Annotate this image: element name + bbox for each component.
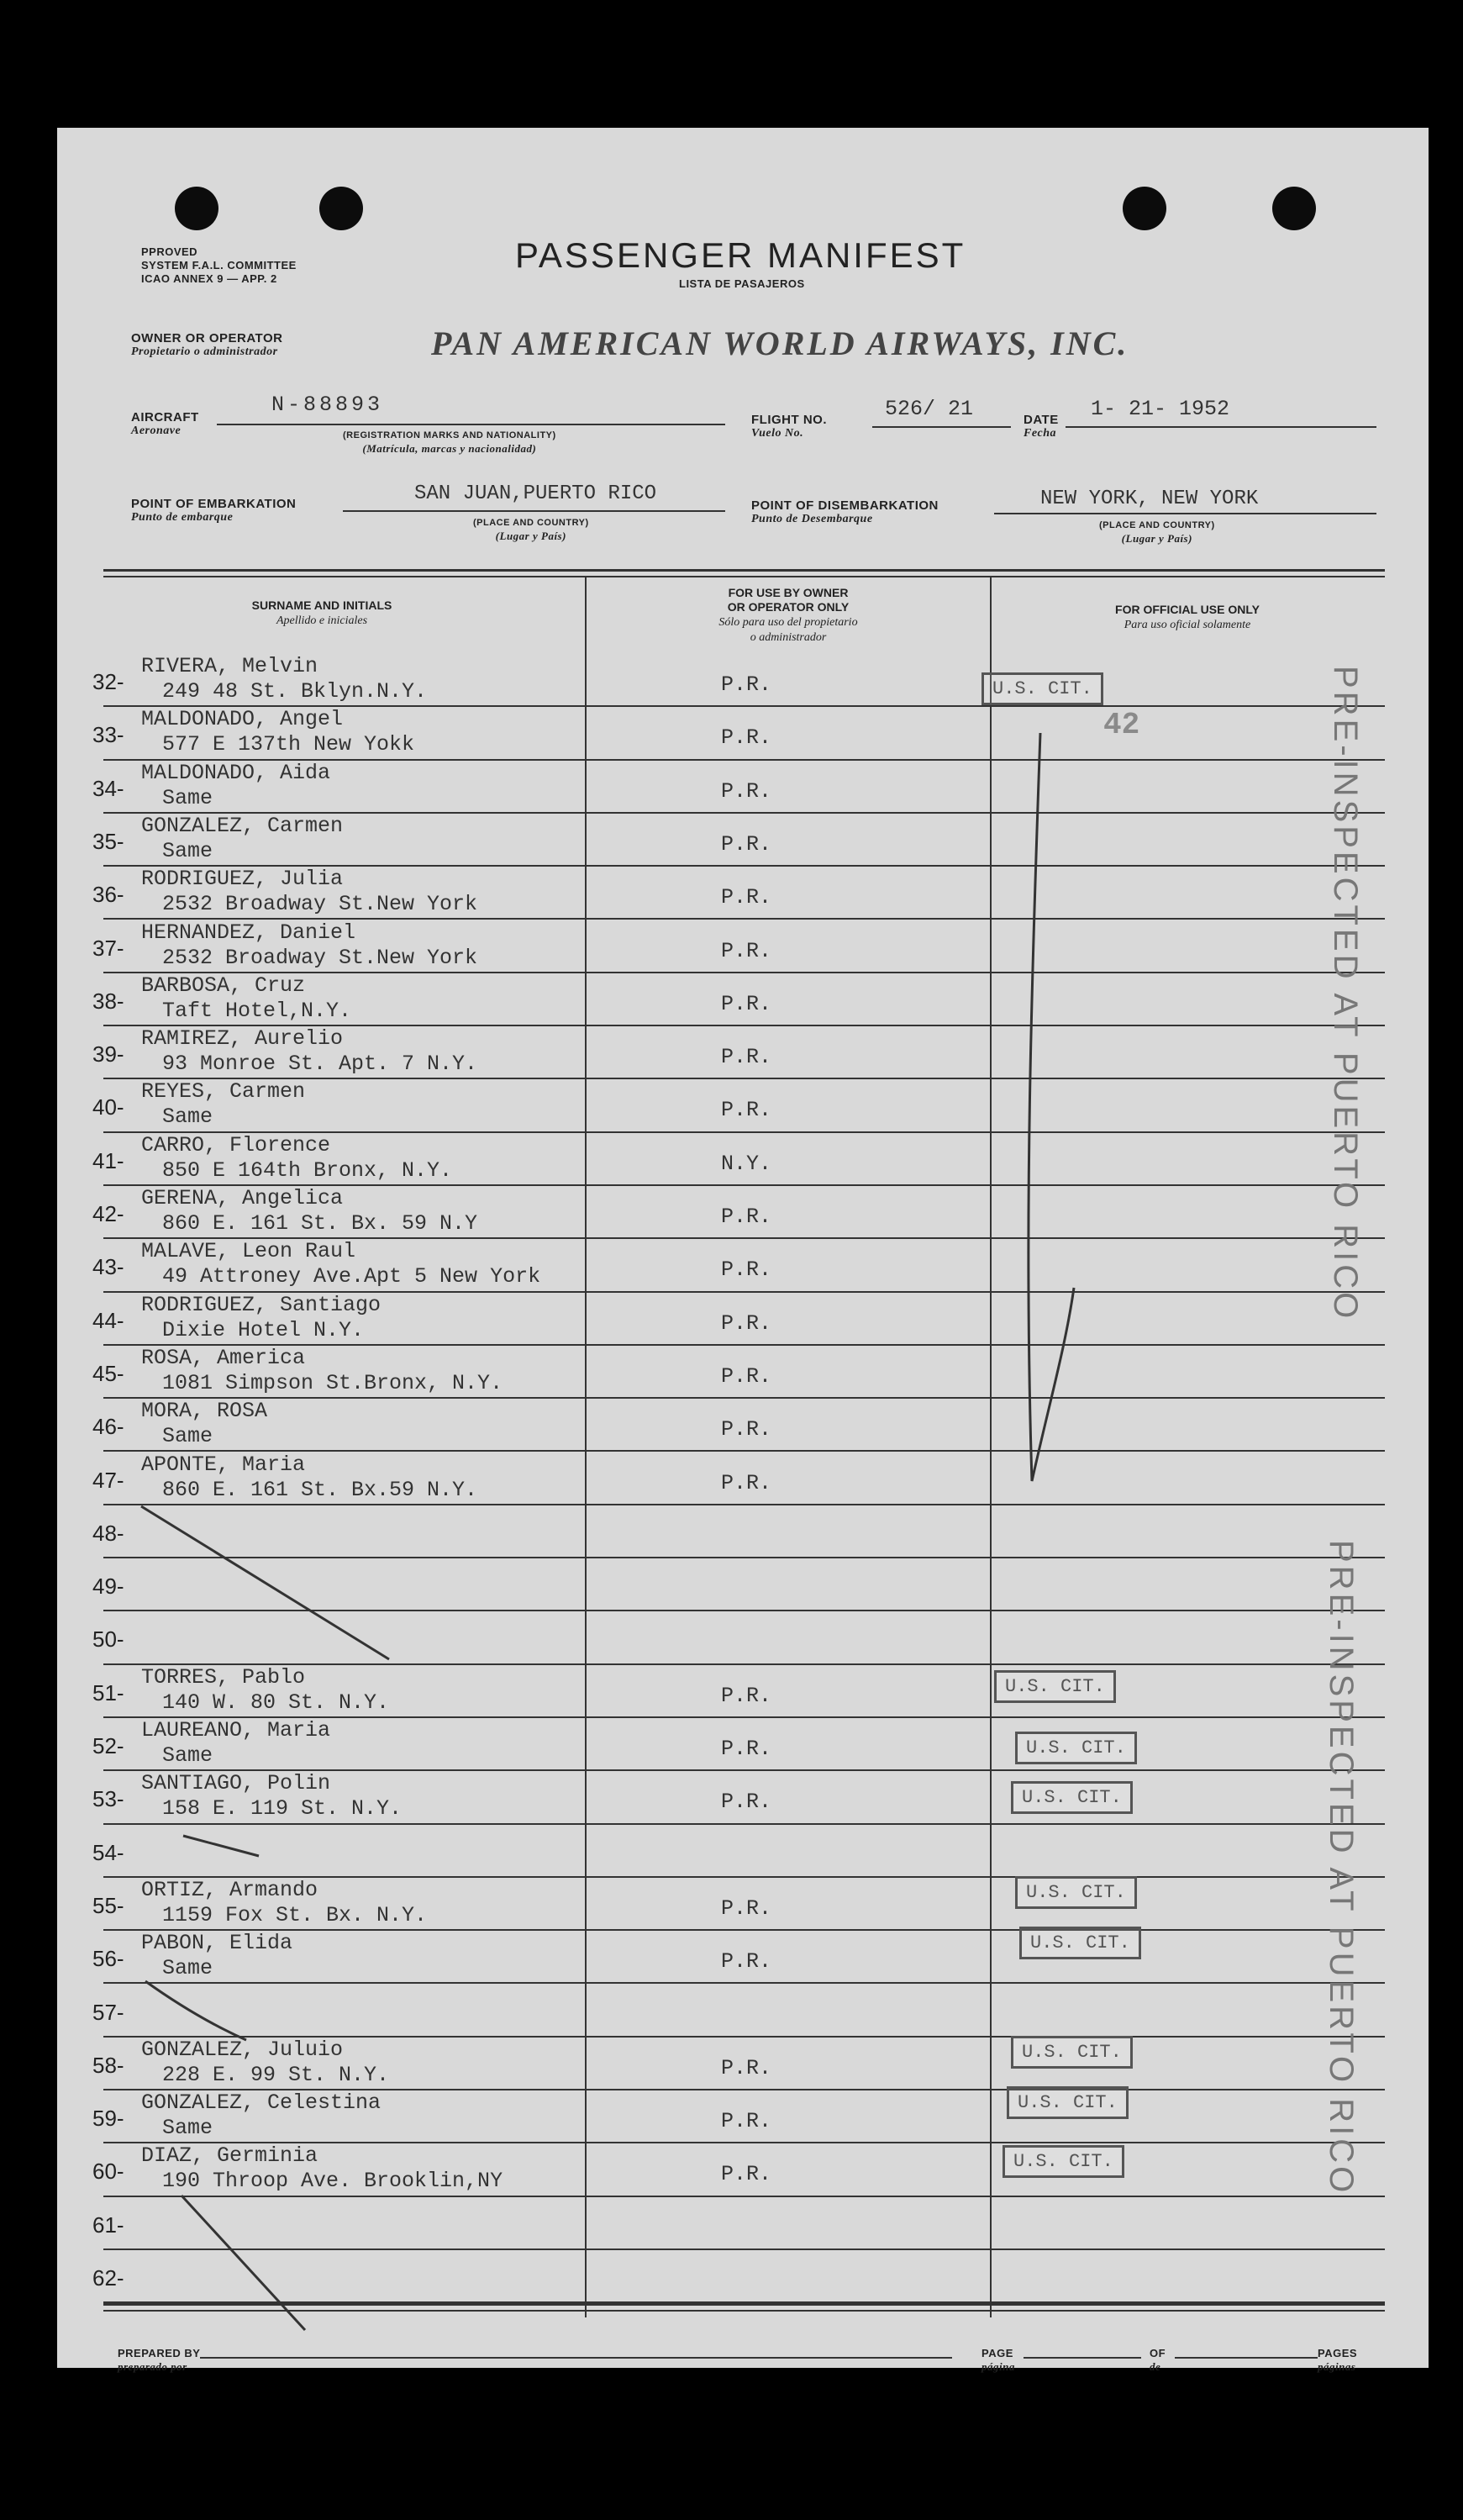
disembark-note-en: (PLACE AND COUNTRY) <box>1099 520 1215 530</box>
passenger-address: 2532 Broadway St.New York <box>162 945 478 970</box>
operator-code: P.R. <box>721 1895 772 1921</box>
col1-title: SURNAME AND INITIALS <box>251 598 392 612</box>
row-number: 38- <box>92 988 124 1014</box>
row-number: 35- <box>92 828 124 854</box>
passenger-address: 1081 Simpson St.Bronx, N.Y. <box>162 1370 503 1395</box>
preinspected-stamp: PRE-INSPECTED AT PUERTO RICO <box>1323 1540 1360 2196</box>
operator-code: P.R. <box>721 1098 772 1123</box>
disembark-label-en: POINT OF DISEMBARKATION <box>751 498 939 513</box>
page-es: página <box>981 2360 1015 2373</box>
passenger-name: PABON, Elida <box>141 1931 293 1956</box>
operator-code: P.R. <box>721 725 772 751</box>
us-cit-stamp: U.S. CIT. <box>1011 2036 1133 2069</box>
passenger-name: SANTIAGO, Polin <box>141 1771 331 1796</box>
passenger-name: HERNANDEZ, Daniel <box>141 920 356 945</box>
passenger-name: LAUREANO, Maria <box>141 1718 331 1742</box>
passenger-name: RAMIREZ, Aurelio <box>141 1026 344 1052</box>
strike-line <box>183 1836 259 1856</box>
page-line <box>1024 2357 1141 2359</box>
prepared-by-es: preparado por <box>118 2360 187 2373</box>
row-number: 55- <box>92 1892 124 1918</box>
passenger-address: 850 E 164th Bronx, N.Y. <box>162 1157 453 1183</box>
us-cit-stamp: U.S. CIT. <box>1011 1781 1133 1814</box>
pen-marks <box>57 128 1429 2368</box>
passenger-name: ROSA, America <box>141 1345 306 1370</box>
operator-code: P.R. <box>721 1205 772 1229</box>
prepared-by-line <box>200 2357 952 2359</box>
date-label-en: DATE <box>1024 413 1059 427</box>
page-subtitle: LISTA DE PASAJEROS <box>679 277 805 290</box>
passenger-address: Taft Hotel,N.Y. <box>162 998 352 1023</box>
strike-line <box>141 1506 389 1659</box>
passenger-address: 860 E. 161 St. Bx. 59 N.Y <box>162 1211 478 1236</box>
passenger-address: Same <box>162 2116 213 2141</box>
passenger-address: Same <box>162 1956 213 1981</box>
col3-title-es: Para uso oficial solamente <box>1124 619 1251 631</box>
passenger-name: GERENA, Angelica <box>141 1186 344 1210</box>
col3-title: FOR OFFICIAL USE ONLY <box>1115 603 1260 616</box>
operator-code: P.R. <box>721 1949 772 1974</box>
row-number: 60- <box>92 2159 124 2185</box>
row-number: 37- <box>92 935 124 961</box>
operator-code: P.R. <box>721 2162 772 2187</box>
operator-code: P.R. <box>721 778 772 804</box>
passenger-address: 860 E. 161 St. Bx.59 N.Y. <box>162 1477 478 1502</box>
passenger-name: ORTIZ, Armando <box>141 1877 318 1902</box>
operator-code: P.R. <box>721 2109 772 2134</box>
row-number: 62- <box>92 2265 124 2291</box>
passenger-address: 140 W. 80 St. N.Y. <box>162 1690 390 1715</box>
row-number: 34- <box>92 775 124 801</box>
page-en: PAGE <box>981 2347 1013 2359</box>
aircraft-note-es: (Matrícula, marcas y nacionalidad) <box>362 442 537 455</box>
pages-label <box>1318 2347 1357 2374</box>
us-cit-stamp: U.S. CIT. <box>994 1670 1116 1703</box>
row-number: 52- <box>92 1733 124 1758</box>
approval-line: SYSTEM F.A.L. COMMITTEE <box>141 259 297 272</box>
approval-line: ICAO ANNEX 9 — APP. 2 <box>141 272 277 285</box>
passenger-address: 158 E. 119 St. N.Y. <box>162 1796 403 1821</box>
passenger-name: RODRIGUEZ, Julia <box>141 867 344 892</box>
passenger-address: 2532 Broadway St.New York <box>162 892 478 917</box>
us-cit-stamp: U.S. CIT. <box>1015 1732 1137 1764</box>
aircraft-label-es: Aeronave <box>131 424 182 437</box>
row-number: 43- <box>92 1254 124 1280</box>
embark-label-en: POINT OF EMBARKATION <box>131 497 297 511</box>
embark-note-es: (Lugar y País) <box>495 530 566 542</box>
passenger-name: TORRES, Pablo <box>141 1664 306 1690</box>
row-number: 44- <box>92 1307 124 1333</box>
check-mark <box>1029 733 1074 1481</box>
col2-title-es: o administrador <box>750 631 827 644</box>
embark-note-en: (PLACE AND COUNTRY) <box>473 518 589 528</box>
passenger-address: 1159 Fox St. Bx. N.Y. <box>162 1902 428 1927</box>
owner-value: PAN AMERICAN WORLD AIRWAYS, INC. <box>431 324 1129 362</box>
operator-code: P.R. <box>721 1737 772 1761</box>
row-number: 59- <box>92 2106 124 2132</box>
passenger-name: MALDONADO, Aida <box>141 760 331 785</box>
embark-label-es: Punto de embarque <box>131 511 234 524</box>
of-es: de <box>1150 2360 1161 2373</box>
disembark-value: NEW YORK, NEW YORK <box>1040 488 1259 510</box>
operator-code: P.R. <box>721 1683 772 1708</box>
operator-code: P.R. <box>721 885 772 910</box>
aircraft-note-en: (REGISTRATION MARKS AND NATIONALITY) <box>343 430 556 440</box>
count-stamp: 42 <box>1103 708 1140 742</box>
row-number: 42- <box>92 1201 124 1226</box>
date-value: 1- 21- 1952 <box>1091 397 1230 421</box>
row-number: 54- <box>92 1839 124 1865</box>
us-cit-stamp: U.S. CIT. <box>1003 2145 1124 2178</box>
operator-code: P.R. <box>721 1045 772 1070</box>
passenger-name: DIAZ, Germinia <box>141 2143 318 2169</box>
row-number: 51- <box>92 1679 124 1705</box>
row-number: 50- <box>92 1626 124 1653</box>
passenger-address: 577 E 137th New Yokk <box>162 732 415 757</box>
passenger-name: MALAVE, Leon Raul <box>141 1239 356 1264</box>
date-label-es: Fecha <box>1024 427 1057 440</box>
operator-code: P.R. <box>721 1310 772 1336</box>
row-number: 48- <box>92 1520 124 1546</box>
operator-code: P.R. <box>721 1417 772 1442</box>
passenger-name: MORA, ROSA <box>141 1399 268 1424</box>
row-number: 47- <box>92 1467 124 1493</box>
passenger-address: Same <box>162 1743 213 1768</box>
passenger-name: CARRO, Florence <box>141 1132 331 1157</box>
flight-label-es: Vuelo No. <box>751 427 804 440</box>
us-cit-stamp: U.S. CIT. <box>1019 1927 1141 1959</box>
prepared-by-en: PREPARED BY <box>118 2347 201 2359</box>
passenger-address: 190 Throop Ave. Brooklin,NY <box>162 2169 503 2194</box>
us-cit-stamp: U.S. CIT. <box>1015 1876 1137 1909</box>
row-number: 36- <box>92 882 124 908</box>
passenger-address: Dixie Hotel N.Y. <box>162 1317 365 1342</box>
passenger-name: BARBOSA, Cruz <box>141 973 306 998</box>
approval-line: PPROVED <box>141 245 198 258</box>
passenger-address: Same <box>162 785 213 810</box>
col2-title: FOR USE BY OWNER <box>728 586 849 599</box>
strike-line <box>145 1981 246 2040</box>
passenger-name: MALDONADO, Angel <box>141 707 344 732</box>
of-line <box>1175 2357 1318 2359</box>
passenger-address: Same <box>162 838 213 863</box>
row-number: 46- <box>92 1414 124 1440</box>
prepared-by-label <box>118 2347 200 2374</box>
row-number: 49- <box>92 1574 124 1600</box>
row-number: 45- <box>92 1360 124 1386</box>
disembark-note-es: (Lugar y País) <box>1121 532 1192 545</box>
row-number: 61- <box>92 2212 124 2238</box>
aircraft-label-en: AIRCRAFT <box>131 410 199 424</box>
preinspected-stamp: PRE-INSPECTED AT PUERTO RICO <box>1327 666 1364 1322</box>
row-number: 53- <box>92 1786 124 1812</box>
operator-code: P.R. <box>721 938 772 963</box>
us-cit-stamp: U.S. CIT. <box>1007 2086 1129 2119</box>
passenger-name: RODRIGUEZ, Santiago <box>141 1292 382 1317</box>
operator-code: P.R. <box>721 1363 772 1389</box>
operator-code: P.R. <box>721 2055 772 2080</box>
operator-code: P.R. <box>721 1790 772 1815</box>
passenger-name: GONZALEZ, Celestina <box>141 2090 382 2116</box>
us-cit-stamp: U.S. CIT. <box>981 672 1103 705</box>
col1-title-es: Apellido e iniciales <box>276 614 368 627</box>
row-number: 33- <box>92 722 124 748</box>
passenger-address: Same <box>162 1104 213 1130</box>
manifest-sheet <box>57 128 1429 2373</box>
passenger-address: 49 Attroney Ave.Apt 5 New York <box>162 1264 541 1289</box>
page-title: PASSENGER MANIFEST <box>515 235 966 275</box>
operator-code: N.Y. <box>721 1151 772 1176</box>
row-number: 57- <box>92 1999 124 2025</box>
of-label <box>1150 2347 1166 2374</box>
passenger-name: APONTE, Maria <box>141 1452 306 1477</box>
passenger-address: Same <box>162 1424 213 1449</box>
pages-en: PAGES <box>1318 2347 1358 2359</box>
row-number: 40- <box>92 1094 124 1120</box>
row-number: 41- <box>92 1147 124 1173</box>
row-number: 32- <box>92 669 124 694</box>
passenger-address: 93 Monroe St. Apt. 7 N.Y. <box>162 1052 478 1077</box>
flight-label-en: FLIGHT NO. <box>751 413 827 427</box>
col2-title: OR OPERATOR ONLY <box>727 600 850 614</box>
row-number: 58- <box>92 2052 124 2078</box>
page-label <box>981 2347 1015 2374</box>
passenger-name: RIVERA, Melvin <box>141 654 318 678</box>
operator-code: P.R. <box>721 1470 772 1495</box>
operator-code: P.R. <box>721 991 772 1016</box>
aircraft-value: N-88893 <box>271 393 384 417</box>
col2-title-es: Sólo para uso del propietario <box>718 616 858 629</box>
passenger-name: REYES, Carmen <box>141 1079 306 1104</box>
operator-code: P.R. <box>721 831 772 857</box>
operator-code: P.R. <box>721 672 772 697</box>
owner-label-en: OWNER OR OPERATOR <box>131 331 283 345</box>
passenger-address: 228 E. 99 St. N.Y. <box>162 2062 390 2087</box>
passenger-address: 249 48 St. Bklyn.N.Y. <box>162 679 428 704</box>
passenger-name: GONZALEZ, Juluio <box>141 2037 344 2062</box>
strike-line <box>182 2196 305 2330</box>
operator-code: P.R. <box>721 1257 772 1283</box>
flight-value: 526/ 21 <box>885 397 974 421</box>
row-number: 56- <box>92 1946 124 1972</box>
row-number: 39- <box>92 1041 124 1068</box>
of-en: OF <box>1150 2347 1166 2359</box>
owner-label-es: Propietario o administrador <box>131 345 278 358</box>
embark-value: SAN JUAN,PUERTO RICO <box>414 482 657 505</box>
passenger-name: GONZALEZ, Carmen <box>141 813 344 838</box>
pages-es: páginas <box>1318 2360 1356 2373</box>
disembark-label-es: Punto de Desembarque <box>751 513 873 525</box>
